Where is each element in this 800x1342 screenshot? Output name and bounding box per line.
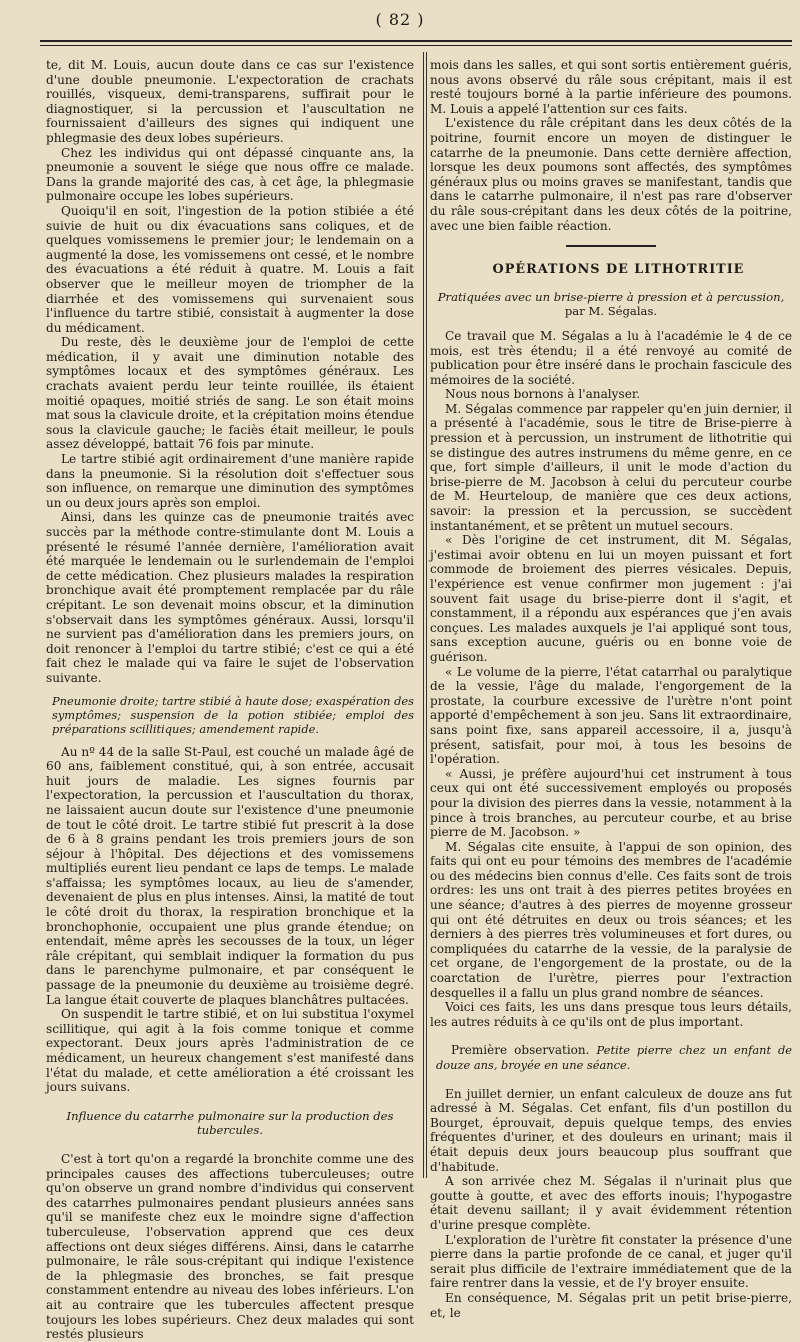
paragraph: Nous nous bornons à l'analyser. [445,387,641,402]
section-caption: Influence du catarrhe pulmonaire sur la production des tubercules. [66,1108,394,1138]
left-column [46,58,414,1342]
separator-rule [566,245,656,247]
paragraph: M. Ségalas commence par rappeler qu'en juin dernier, il a présenté à l'académie, sous le titre de Brise-pierre à pression et à percussion, un instrument de lithotritie qui se distingue des autres instrumens du même genre, en ce que, fort simple d'ailleurs, il unit le mode d'action du brise-pierre de M. Jacobson à celui du percuteur courbe de M. Heurteloup, de manière que ces deux actions, savoir: la pression et la percussion, se succèdent instantanément, et se prêtent un mutuel secours. [430,401,792,533]
paragraph: te, dit M. Louis, aucun doute dans ce cas sur l'existence d'une double pneumonie. L'expectoration de crachats rouillés, visqueux, demi-transparens, suffirait pour le diagnostiquer, si la percussion et l'auscultation ne fournissaient d'ailleurs des signes qui indiquent une phlegmasie des deux lobes supérieurs. [46,58,414,145]
observation-label: Première observation. [451,1043,590,1058]
paragraph: « Dès l'origine de cet instrument, dit M. Ségalas, j'estimai avoir obtenu en lui un moyen puissant et fort commode de broiement des pierres vésicales. Depuis, l'expérience est venue confirmer mon jugement : j'ai souvent fait usage du brise-pierre dont il s'agit, et constamment, il a répondu aux espérances que j'en avais conçues. Les malades auxquels je l'ai appliqué sont tous, sans exception aucune, guéris ou en bonne voie de guérison. [430,533,792,664]
top-rule [40,40,792,46]
paragraph: M. Ségalas cite ensuite, à l'appui de son opinion, des faits qui ont eu pour témoins des membres de l'académie ou des médecins bien connus d'elle. Ces faits sont de trois ordres: les uns ont trait à des pierres petites broyées en une séance; d'autres à des pierres de moyenne grosseur qui ont été détruites en deux ou trois séances; et les derniers à des pierres très volumineuses et fort dures, ou compliquées du catarrhe de la vessie, de la paralysie de cet organe, de l'engorgement de la prostate, ou de la coarctation de l'urètre, pierres pour l'extraction desquelles il a fallu un plus grand nombre de séances. [430,839,792,1000]
column-divider [423,52,427,1178]
paragraph: Le tartre stibié agit ordinairement d'une manière rapide dans la pneumonie. Si la résolution doit s'effectuer sous son influence, on remarque une diminution des symptômes un ou deux jours après son emploi. [46,452,414,510]
observation-title [430,1043,792,1072]
paragraph: En juillet dernier, un enfant calculeux de douze ans fut adressé à M. Ségalas. Cet enfant, fils d'un postillon du Bourget, éprouvait, depuis quelque temps, des envies fréquentes d'uriner, et des douleurs en urinant; mais il était depuis deux jours beaucoup plus souffrant que d'habitude. [430,1086,792,1174]
paragraph: Du reste, dès le deuxième jour de l'emploi de cette médication, il y avait une diminution notable des symptômes locaux et des symptômes généraux. Les crachats avaient perdu leur teinte rouillée, ils étaient moitié opaques, moitié striés de sang. Le son était moins mat sous la clavicule droite, et la crépitation moins étendue sous la clavicule gauche; le faciès était meilleur, le pouls assez développé, battait 76 fois par minute. [46,335,414,452]
paragraph: mois dans les salles, et qui sont sortis entièrement guéris, nous avons observé du râle sous crépitant, mais il est resté toujours borné à la partie inférieure des poumons. M. Louis a appelé l'attention sur ces faits. [430,58,792,116]
paragraph: « Le volume de la pierre, l'état catarrhal ou paralytique de la vessie, l'âge du malade, l'engorgement de la prostate, la courbure excessive de l'urètre n'ont point apporté d'empêchement à son jeu. Sans lit extraordinaire, sans point fixe, sans appareil accessoire, il a, jusqu'à présent, satisfait, pour moi, à tous les besoins de l'opération. [430,664,792,767]
paragraph: En conséquence, M. Ségalas prit un petit brise-pierre, et, le [430,1290,792,1320]
paragraph: C'est à tort qu'on a regardé la bronchite comme une des principales causes des affections tuberculeuses; outre qu'on observe un grand nombre d'individus qui conservent des catarrhes pulmonaires pendant plusieurs années sans qu'il se manifeste chez eux le moindre signe d'affection tuberculeuse, l'observation apprend que ces deux affections ont deux siéges différens. Ainsi, dans le catarrhe pulmonaire, le râle sous-crépitant qui indique l'existence de la phlegmasie des bronches, se fait presque constamment entendre au niveau des lobes inférieurs. L'on ait au contraire que les tubercules affectent presque toujours les lobes supérieurs. Chez deux malades qui sont restés plusieurs [46,1151,414,1342]
subtitle-italic: Pratiquées avec un brise-pierre à pression et à percussion, [437,289,785,304]
paragraph: Voici ces faits, les uns dans presque tous leurs détails, les autres réduits à ce qu'ils ont de plus important. [430,1000,792,1029]
page-number: ( 82 ) [375,10,425,29]
paragraph: Quoiqu'il en soit, l'ingestion de la potion stibiée a été suivie de huit ou dix évacuations sans coliques, et de quelques vomissemens le premier jour; le lendemain on a augmenté la dose, les vomissemens ont cessé, et le nombre des évacuations a été réduit à quatre. M. Louis a fait observer que le meilleur moyen de triompher de la diarrhée et des vomissemens qui survenaient sous l'influence du tartre stibié, consistait à augmenter la dose du médicament. [46,203,414,335]
paragraph: Ce travail que M. Ségalas a lu à l'académie le 4 de ce mois, est très étendu; il a été renvoyé au comité de publication pour être inséré dans le prochain fascicule des mémoires de la société. [430,328,792,387]
observation-subtitle: Petite pierre chez un enfant de douze ans, broyée en une séance. [436,1043,792,1072]
paragraph: Au nº 44 de la salle St-Paul, est couché un malade âgé de 60 ans, faiblement constitué, qui, à son entrée, accusait huit jours de maladie. Les signes fournis par l'expectoration, la percussion et l'auscultation du thorax, ne laissaient aucun doute sur l'existence d'une pneumonie de tout le côté droit. Le tartre stibié fut prescrit à la dose de 6 à 8 grains pendant les trois premiers jours de son séjour à l'hôpital. Des déjections et des vomissemens multipliés eurent lieu pendant ce laps de temps. Le malade s'affaissa; les symptômes locaux, au lieu de s'amender, devenaient de plus en plus intenses. Ainsi, la matité de tout le côté droit du thorax, la respiration bronchique et la bronchophonie, occupaient une plus grande étendue; on entendait, même après les secousses de la toux, un léger râle crépitant, qui semblait indiquer la formation du pus dans le parenchyme pulmonaire, et par conséquent le passage de la pneumonie du deuxième au troisième degré. La langue était couverte de plaques blanchâtres pultacées. [46,744,414,1007]
section-subtitle [430,290,792,319]
subtitle-author: par M. Ségalas. [564,304,658,319]
case-caption: Pneumonie droite; tartre stibié à haute dose; exaspération des symptômes; suspension de la potion stibiée; emploi des préparations scillitiques; amendement rapide. [52,693,414,736]
section-title: OPÉRATIONS DE LITHOTRITIE [492,262,745,278]
paragraph: « Aussi, je préfère aujourd'hui cet instrument à tous ceux qui ont été successivement employés ou proposés pour la division des pierres dans la vessie, notamment à la pince à trois branches, au percuteur courbe, et au brise pierre de M. Jacobson. » [430,766,792,840]
paragraph: On suspendit le tartre stibié, et on lui substitua l'oxymel scillitique, qui agit à la fois comme tonique et comme expectorant. Deux jours après l'administration de ce médicament, un heureux changement s'est manifesté dans l'état du malade, et cette amélioration a été croissant les jours suivans. [46,1007,414,1095]
paragraph: A son arrivée chez M. Ségalas il n'urinait plus que goutte à goutte, et avec des efforts inouis; l'hypogastre était devenu saillant; il y avait évidemment rétention d'urine presque complète. [430,1174,792,1232]
paragraph: Ainsi, dans les quinze cas de pneumonie traités avec succès par la méthode contre-stimulante dont M. Louis a présenté le résumé l'année dernière, l'amélioration avait été marquée le lendemain ou le surlendemain de l'emploi de cette médication. Chez plusieurs malades la respiration bronchique avait été promptement remplacée par du râle crépitant. Le son devenait moins obscur, et la diminution s'observait dans les symptômes généraux. Aussi, lorsqu'il ne survient pas d'amélioration dans les premiers jours, on doit renoncer à l'emploi du tartre stibié; c'est ce qui a été fait chez le malade qui va faire le sujet de l'observation suivante. [46,510,414,685]
paragraph: L'existence du râle crépitant dans les deux côtés de la poitrine, fournit encore un moyen de distinguer le catarrhe de la pneumonie. Dans cette dernière affection, lorsque les deux poumons sont affectés, des symptômes généraux plus ou moins graves se manifestant, tandis que dans le catarrhe pulmonaire, il n'est pas rare d'observer du râle sous-crépitant dans les deux côtés de la poitrine, avec une bien faible réaction. [430,116,792,233]
right-column [430,58,792,1320]
paragraph: Chez les individus qui ont dépassé cinquante ans, la pneumonie a souvent le siége que nous offre ce malade. Dans la grande majorité des cas, à cet âge, la phlegmasie pulmonaire occupe les lobes supérieurs. [46,145,414,204]
paragraph: L'exploration de l'urètre fit constater la présence d'une pierre dans la partie profonde de ce canal, et juger qu'il serait plus difficile de l'extraire immédiatement que de la faire rentrer dans la vessie, et de l'y broyer ensuite. [430,1232,792,1291]
